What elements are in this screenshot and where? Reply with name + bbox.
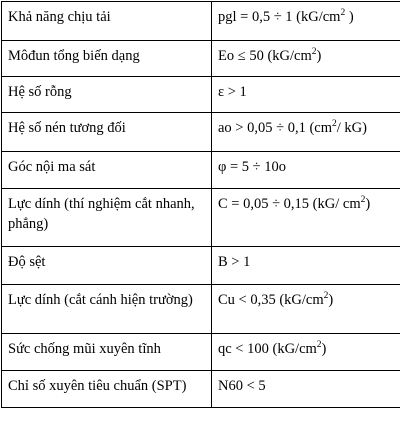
value-cell: Cu < 0,35 $(kG/cm^2)$ <box>212 285 400 334</box>
soil-properties-table <box>1 1 400 408</box>
property-cell: Lực dính (thí nghiệm cắt nhanh, phẳng) <box>2 189 212 247</box>
superscript-two: 2 <box>311 47 317 57</box>
value-cell: pgl = 0,5 ÷ 1 ($kG/cm^2$ ) <box>212 2 400 41</box>
property-cell: Khả năng chịu tải <box>2 2 212 41</box>
table-row <box>2 2 400 41</box>
property-cell: Hệ số nén tương đối <box>2 113 212 152</box>
value-cell: ao > 0,05 ÷ 0,1 ($cm^2/$ kG) <box>212 113 400 152</box>
value-cell: ε > 1 <box>212 77 400 113</box>
property-cell: Góc nội ma sát <box>2 152 212 189</box>
superscript-two: 2 <box>332 119 337 129</box>
table-row <box>2 113 400 152</box>
property-cell: Lực dính (cắt cánh hiện trường) <box>2 285 212 334</box>
table-row <box>2 189 400 247</box>
table-row <box>2 334 400 371</box>
table-row <box>2 77 400 113</box>
table-row <box>2 41 400 77</box>
superscript-two: 2 <box>316 340 322 350</box>
superscript-two: 2 <box>323 291 329 301</box>
value-cell: C = 0,05 ÷ 0,15 (kG/ $cm^2$) <box>212 189 400 247</box>
value-cell: N60 < 5 <box>212 371 400 408</box>
value-cell: Eo ≤ 50 $(kG/cm^2)$ <box>212 41 400 77</box>
table-row <box>2 152 400 189</box>
property-cell: Hệ số rỗng <box>2 77 212 113</box>
property-cell: Sức chống mũi xuyên tĩnh <box>2 334 212 371</box>
table-row <box>2 371 400 408</box>
property-cell: Chỉ số xuyên tiêu chuẩn (SPT) <box>2 371 212 408</box>
superscript-two: 2 <box>360 195 366 205</box>
value-cell: B > 1 <box>212 247 400 285</box>
property-cell: Môđun tổng biến dạng <box>2 41 212 77</box>
table-row <box>2 285 400 334</box>
value-cell: qc < 100 $(kG/cm^2)$ <box>212 334 400 371</box>
table-row <box>2 247 400 285</box>
value-cell: φ = 5 ÷ 10o <box>212 152 400 189</box>
superscript-two: 2 <box>340 8 346 18</box>
property-cell: Độ sệt <box>2 247 212 285</box>
